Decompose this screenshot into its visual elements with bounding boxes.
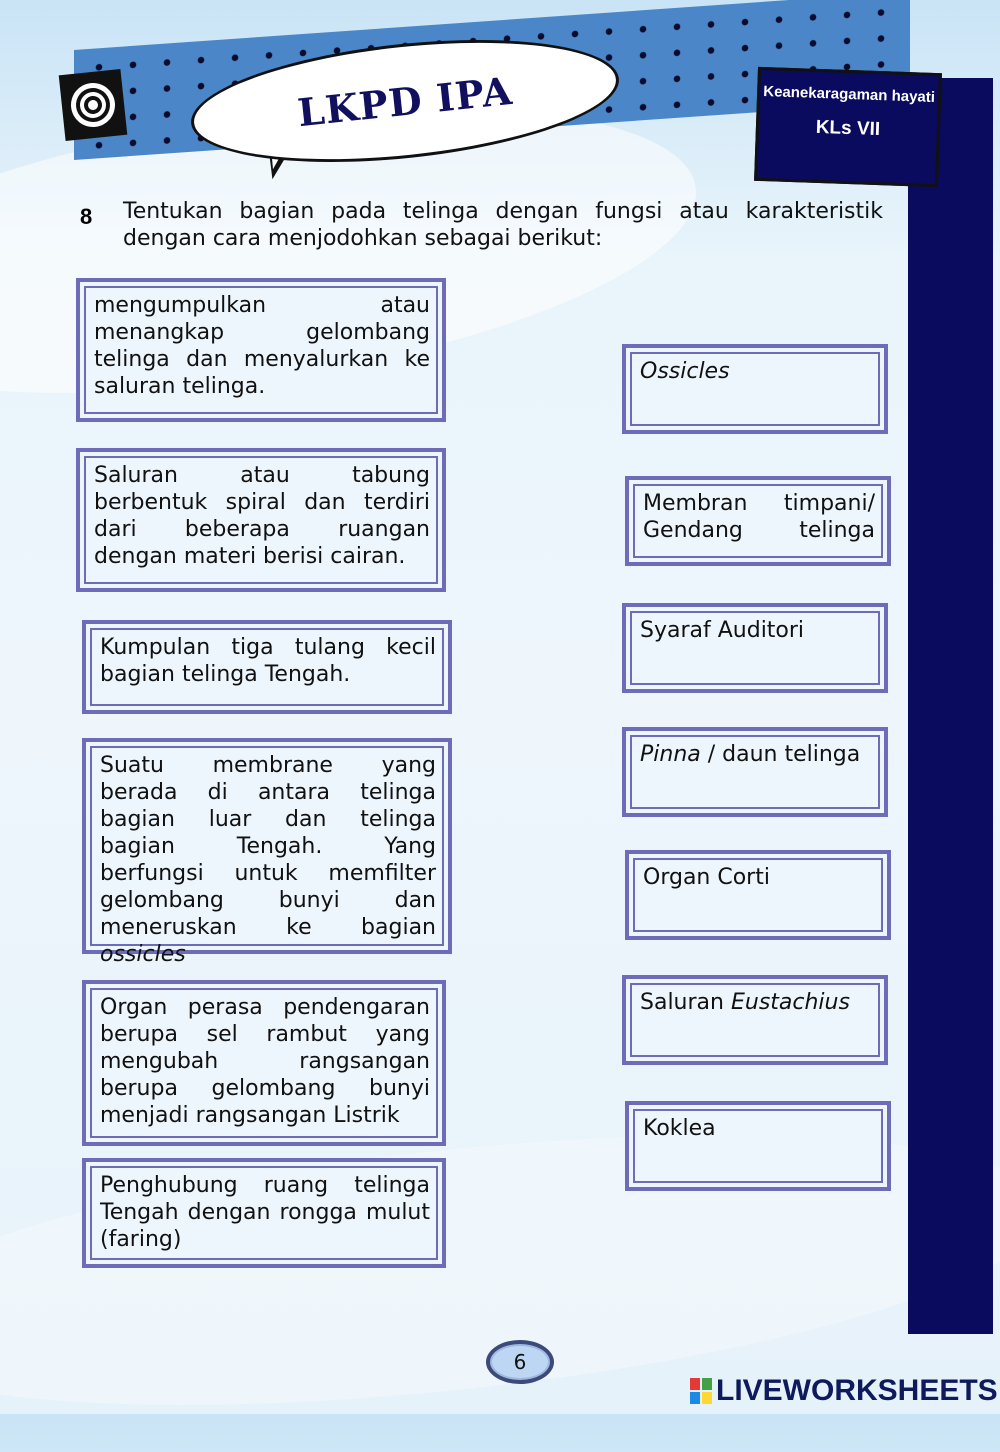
right-match-box-3[interactable]	[622, 603, 888, 693]
right-match-box-7[interactable]	[625, 1101, 891, 1191]
page-number: 6	[486, 1340, 554, 1384]
right-match-text-italic: Pinna	[640, 742, 701, 767]
left-match-text-italic: ossicles	[100, 942, 186, 967]
right-match-text: Organ Corti	[643, 865, 770, 890]
left-match-text-main: Suatu membrane yang berada di antara telinga bagian luar dan telinga bagian Tengah. Yang berfungsi untuk memfilter gelombang bunyi dan meneruskan ke bagian	[100, 753, 436, 940]
target-icon	[59, 69, 128, 141]
right-match-text-italic: Eustachius	[730, 990, 850, 1015]
question-text: Tentukan bagian pada telinga dengan fungsi atau karakteristik dengan cara menjodohkan sebagai berikut:	[123, 199, 883, 251]
right-match-box-1[interactable]	[622, 344, 888, 434]
liveworksheets-icon	[690, 1378, 712, 1404]
right-match-text: Membran timpani/ Gendang telinga	[643, 491, 875, 543]
left-match-text: Organ perasa pendengaran berupa sel rambut yang mengubah rangsangan berupa gelombang bunyi menjadi rangsangan Listrik	[90, 988, 438, 1138]
right-match-text: Koklea	[643, 1116, 716, 1141]
right-side-bar	[908, 78, 993, 1334]
left-match-box-2[interactable]	[76, 448, 446, 592]
right-match-box-4[interactable]	[622, 727, 888, 817]
right-match-text: / daun telinga	[700, 742, 861, 767]
topic-badge	[754, 67, 942, 187]
class-label: KLs VII	[815, 116, 881, 141]
left-match-text: Kumpulan tiga tulang kecil bagian telinga Tengah.	[90, 628, 444, 706]
left-match-text	[90, 746, 444, 967]
liveworksheets-brand: LIVEWORKSHEETS	[716, 1374, 998, 1407]
left-match-box-6[interactable]	[82, 1158, 446, 1268]
topic-label: Keanekaragaman hayati	[762, 83, 936, 107]
left-match-box-5[interactable]	[82, 980, 446, 1146]
right-match-box-5[interactable]	[625, 850, 891, 940]
left-match-box-1[interactable]	[76, 278, 446, 422]
left-match-box-4[interactable]	[82, 738, 452, 967]
right-match-text: Syaraf Auditori	[640, 618, 805, 643]
left-match-text: Saluran atau tabung berbentuk spiral dan terdiri dari beberapa ruangan dengan materi berisi cairan.	[84, 456, 438, 584]
liveworksheets-logo	[690, 1374, 998, 1408]
left-match-text: mengumpulkan atau menangkap gelombang telinga dan menyalurkan ke saluran telinga.	[84, 286, 438, 414]
right-match-text-prefix: Saluran	[640, 990, 731, 1015]
page-title: LKPD IPA	[295, 67, 515, 135]
left-match-text: Penghubung ruang telinga Tengah dengan rongga mulut (faring)	[90, 1166, 438, 1260]
right-match-box-2[interactable]	[625, 476, 891, 566]
right-match-text-italic: Ossicles	[640, 359, 730, 384]
right-match-box-6[interactable]	[622, 975, 888, 1065]
left-match-box-3[interactable]	[82, 620, 452, 714]
question-number: 8	[80, 204, 93, 229]
